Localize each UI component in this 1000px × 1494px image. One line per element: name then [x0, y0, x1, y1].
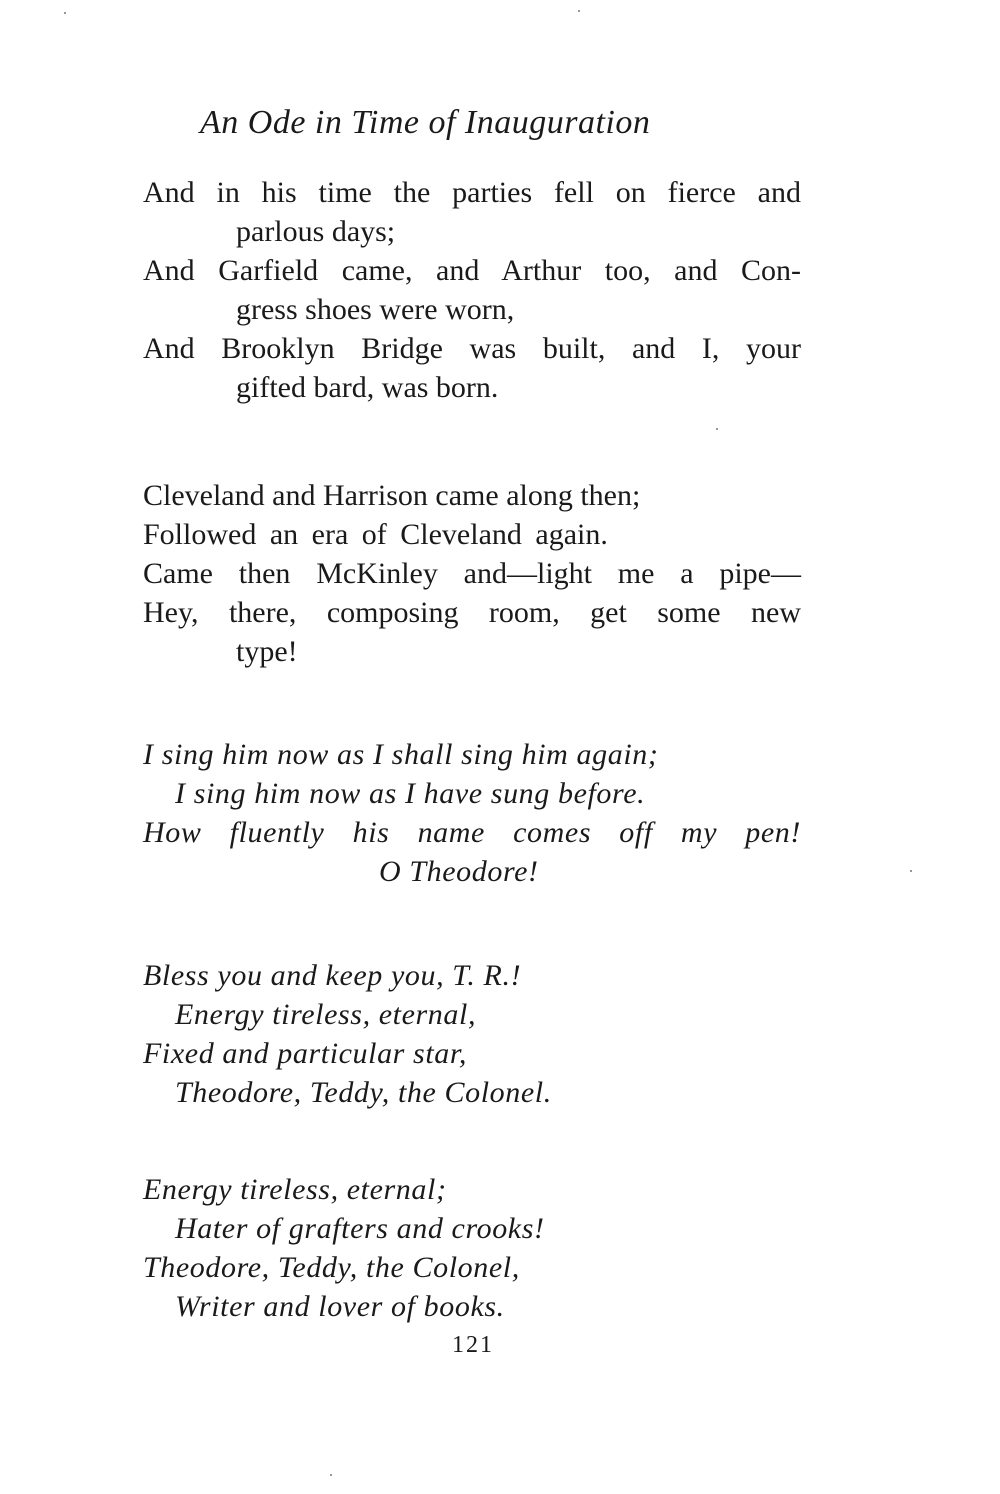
running-head: An Ode in Time of Inauguration	[200, 104, 651, 141]
stanza-4	[143, 956, 803, 1112]
stanza-3	[143, 735, 803, 891]
stanza-2	[143, 476, 803, 671]
verse-line: type!	[236, 635, 298, 668]
verse-line: And in his time the parties fell on fierce and	[143, 176, 801, 209]
verse-line: Energy tireless, eternal;	[143, 1173, 447, 1206]
page-number: 121	[452, 1332, 494, 1358]
verse-line: gress shoes were worn,	[236, 293, 515, 326]
verse-line: Cleveland and Harrison came along then;	[143, 479, 641, 512]
paper-speck	[578, 10, 580, 12]
stanza-1	[143, 173, 803, 407]
verse-line: parlous days;	[236, 215, 396, 248]
verse-line: I sing him now as I have sung before.	[175, 777, 646, 810]
verse-line: O Theodore!	[379, 855, 539, 888]
stanza-5	[143, 1170, 803, 1326]
verse-line: Writer and lover of books.	[175, 1290, 505, 1323]
verse-line: Hey, there, composing room, get some new	[143, 596, 801, 629]
verse-line: And Garfield came, and Arthur too, and Con-	[143, 254, 801, 287]
verse-line: Fixed and particular star,	[143, 1037, 467, 1070]
verse-line: How fluently his name comes off my pen!	[143, 816, 801, 849]
paper-speck	[64, 12, 66, 14]
verse-line: gifted bard, was born.	[236, 371, 499, 404]
paper-speck	[910, 870, 912, 872]
verse-line: Bless you and keep you, T. R.!	[143, 959, 522, 992]
verse-line: Theodore, Teddy, the Colonel,	[143, 1251, 520, 1284]
verse-line: And Brooklyn Bridge was built, and I, your	[143, 332, 801, 365]
verse-line: Hater of grafters and crooks!	[175, 1212, 545, 1245]
verse-line: Came then McKinley and—light me a pipe—	[143, 557, 801, 590]
paper-speck	[716, 428, 718, 430]
paper-speck	[330, 1474, 332, 1476]
verse-line: Followed an era of Cleveland again.	[143, 518, 608, 551]
verse-line: Energy tireless, eternal,	[175, 998, 477, 1031]
verse-line: Theodore, Teddy, the Colonel.	[175, 1076, 552, 1109]
verse-line: I sing him now as I shall sing him again;	[143, 738, 659, 771]
